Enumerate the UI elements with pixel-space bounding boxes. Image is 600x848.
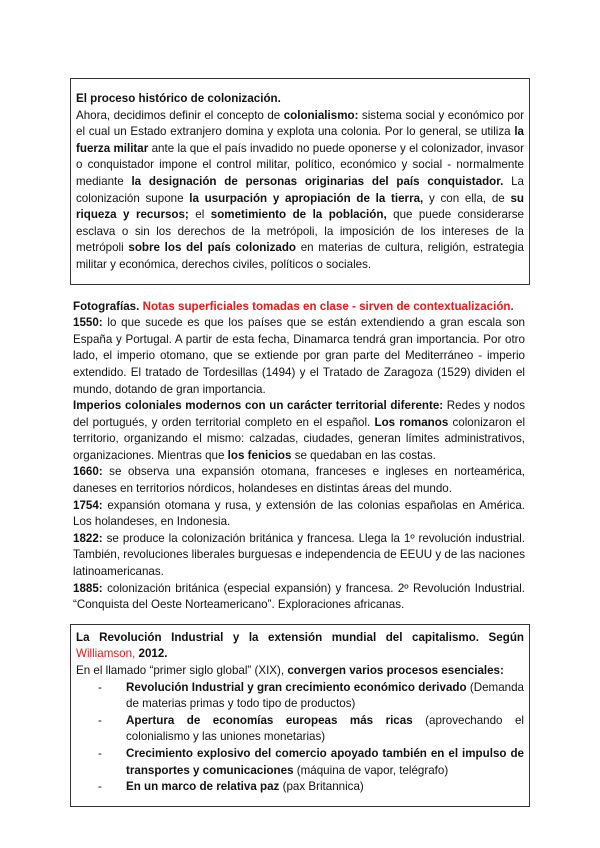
text-run: en materias de cultura, religión, estrategia militar y económica, derechos civiles, políticos o sociales. bbox=[76, 241, 524, 271]
bold-text: En un marco de relativa paz bbox=[126, 780, 280, 794]
text-run: colonizaron el territorio, organizando el mismo: calzadas, ciudades, generan límites administrativos, organizaciones. Mientras que bbox=[73, 415, 526, 462]
bold-text: Crecimiento explosivo del comercio apoyado también en el impulso de transportes y comunicaciones bbox=[126, 746, 524, 777]
list-item bbox=[76, 713, 524, 746]
highlighted-text: Notas superficiales tomadas en clase - sirven de contextualización. bbox=[142, 299, 514, 313]
text-run: (aprovechando el colonialismo y las uniones monetarias) bbox=[126, 713, 524, 744]
dash-bullet-icon: - bbox=[98, 713, 102, 727]
paragraph bbox=[76, 108, 524, 274]
list-item bbox=[76, 680, 524, 713]
text-run: La colonización supone bbox=[76, 174, 524, 205]
paragraph bbox=[73, 398, 525, 464]
bold-text: 1822: bbox=[73, 531, 103, 545]
colonization-concept-box bbox=[70, 78, 530, 285]
bold-text: colonialismo: bbox=[283, 108, 359, 122]
dash-bullet-icon: - bbox=[98, 746, 102, 760]
text-run: (máquina de vapor, telégrafo) bbox=[293, 763, 449, 777]
section-heading bbox=[76, 91, 524, 108]
text-run: se quedaban en las costas. bbox=[291, 448, 436, 462]
text-run: se produce la colonización británica y francesa. Llega la 1º revolución industrial. También, revoluciones liberales burguesas e independencia de EEUU y de las naciones latinoamericanas. bbox=[73, 531, 525, 579]
section-heading bbox=[73, 299, 525, 316]
section-heading bbox=[76, 630, 524, 663]
paragraph bbox=[73, 581, 525, 614]
text-run: (Demanda de materias primas y todo tipo de productos) bbox=[126, 680, 524, 711]
bold-text: 1550: bbox=[73, 316, 103, 330]
paragraph bbox=[73, 315, 525, 398]
bold-text: Fotografías. bbox=[73, 299, 143, 313]
paragraph bbox=[73, 531, 525, 581]
bold-text: Los romanos bbox=[374, 415, 449, 429]
bold-text: 1754: bbox=[73, 498, 103, 512]
text-run: se observa una expansión otomana, franceses e ingleses en norteamérica, daneses en territorios nórdicos, holandeses en distintas áreas del mundo. bbox=[73, 465, 525, 496]
bold-text: El proceso histórico de colonización. bbox=[76, 92, 281, 105]
text-run: sistema social y económico por el cual un Estado extranjero domina y explota una colonia. Por lo general, se utiliza bbox=[76, 108, 524, 139]
industrial-revolution-box bbox=[70, 624, 530, 807]
bold-text: Revolución Industrial y gran crecimiento económico derivado bbox=[126, 680, 467, 694]
text-run: En el llamado “primer siglo global” (XIX), bbox=[76, 664, 288, 677]
bold-text: su riqueza y recursos; bbox=[76, 191, 524, 222]
bold-text: 2012. bbox=[138, 647, 168, 661]
text-run: colonización británica (especial expansión) y francesa. 2º Revolución Industrial. “Conquista del Oeste Norteamericano”. Exploraciones africanas. bbox=[73, 581, 525, 612]
dash-bullet-icon: - bbox=[98, 680, 102, 694]
bold-text: 1660: bbox=[73, 465, 103, 479]
text-run: Ahora, decidimos definir el concepto de bbox=[76, 108, 284, 122]
list-item bbox=[76, 746, 524, 779]
bold-text: La Revolución Industrial y la extensión mundial del capitalismo. Según bbox=[76, 630, 524, 644]
bold-text: Imperios coloniales modernos con un carácter territorial diferente: bbox=[73, 399, 444, 413]
bold-text: 1885: bbox=[73, 581, 103, 595]
bold-text: Apertura de economías europeas más ricas bbox=[126, 713, 413, 727]
highlighted-text: Williamson, bbox=[76, 647, 139, 661]
bold-text: sobre los del país colonizado bbox=[128, 241, 297, 255]
text-run: Redes y nodos del portugués, y orden territorial completo en el español. bbox=[73, 399, 525, 429]
bold-text: los fenicios bbox=[227, 448, 292, 462]
bold-text: sometimiento de la población, bbox=[210, 208, 387, 222]
paragraph bbox=[73, 464, 525, 497]
text-run: lo que sucede es que los países que se están extendiendo a gran escala son España y Portugal. A partir de esta fecha, Dinamarca tendrá gran importancia. Por otro lado, el imperio otomano, que se extiende por gran parte del Mediterráneo - imperio extendido. El tratado de Tordesillas (1494) y el Tratado de Zaragoza (1529) dividen el mundo, dotando de gran importancia. bbox=[73, 316, 525, 396]
text-run: expansión otomana y rusa, y extensión de las colonias españolas en América. Los holandeses, en Indonesia. bbox=[73, 498, 525, 529]
bold-text: la designación de personas originarias del país conquistador. bbox=[131, 174, 504, 188]
text-run: que puede considerarse esclava o sin los derechos de la metrópoli, la imposición de los intereses de la metrópoli bbox=[76, 208, 525, 255]
bold-text: la fuerza militar bbox=[76, 125, 524, 155]
bold-text: la usurpación y apropiación de la tierra, bbox=[189, 191, 424, 205]
dash-bullet-icon: - bbox=[98, 780, 102, 794]
class-notes-section bbox=[73, 299, 525, 614]
text-run: y con ella, de bbox=[423, 191, 511, 205]
list-item bbox=[76, 779, 524, 796]
text-run: el bbox=[188, 208, 211, 222]
process-list bbox=[76, 680, 524, 796]
bold-text: convergen varios procesos esenciales: bbox=[287, 664, 504, 677]
paragraph bbox=[73, 498, 525, 531]
text-run: ante la que el país invadido no puede oponerse y el colonizador, invasor o conquistador impone el control militar, político, económico y social - normalmente mediante bbox=[76, 141, 524, 188]
paragraph bbox=[76, 663, 524, 680]
text-run: (pax Britannica) bbox=[279, 780, 364, 794]
